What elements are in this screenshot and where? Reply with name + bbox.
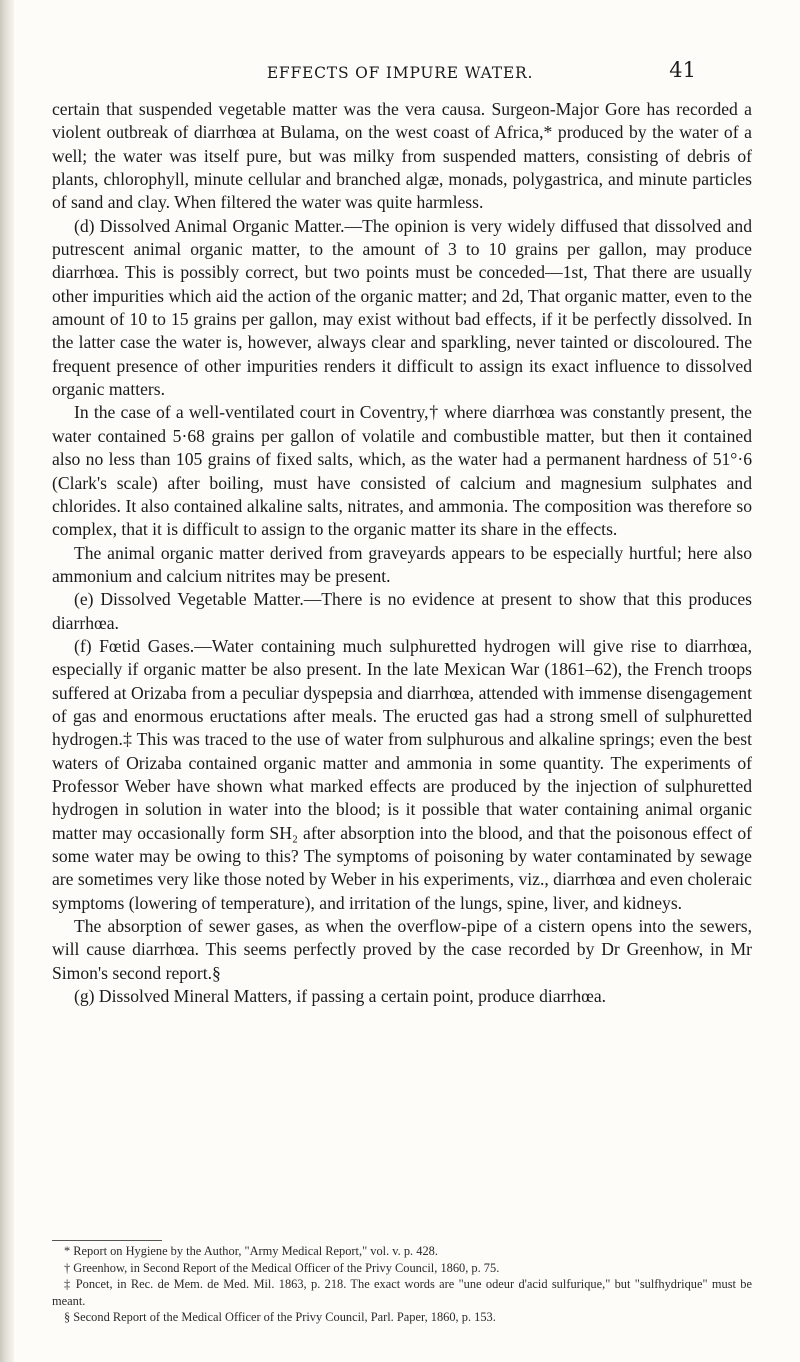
paragraph-coventry-case: In the case of a well-ventilated court in Coventry,† where diarrhœa was constantly present, the water contained 5·68 grains per gallon of volatile and combustible matter, but then it contained also no less than 105 grains of fixed salts, which, as the water had a permanent hardness of 51°·6 (Clark's scale) after boiling, must have consisted of calcium and magnesium sulphates and chlorides. It also contained alkaline salts, nitrates, and ammonia. The composition was therefore so complex, that it is difficult to assign to the organic matter its share in the effects.	[52, 402, 752, 540]
page-header	[0, 58, 800, 86]
paragraph-dissolved-animal-organic-matter: (d) Dissolved Animal Organic Matter.—The opinion is very widely diffused that dissolved and putrescent animal organic matter, to the amount of 3 to 10 grains per gallon, may produce diarrhœa. This is possibly correct, but two points must be conceded—1st, That there are usually other impurities which aid the action of the organic matter; and 2d, That organic matter, even to the amount of 10 to 15 grains per gallon, may exist without bad effects, if it be perfectly dissolved. In the latter case the water is, however, always clear and sparkling, never tainted or discoloured. The frequent presence of other impurities renders it difficult to assign its exact influence to dissolved organic matters.	[52, 215, 752, 400]
footnote-double-dagger: ‡ Poncet, in Rec. de Mem. de Med. Mil. 1863, p. 218. The exact words are "une odeur d'acid sulfurique," but "sulfhydrique" must be meant.	[52, 1277, 752, 1308]
running-head: EFFECTS OF IMPURE WATER.	[266, 64, 534, 82]
footnotes	[52, 1243, 752, 1326]
paragraph-vegetable-matter: certain that suspended vegetable matter was the vera causa. Surgeon-Major Gore has recorded a violent outbreak of diarrhœa at Bulama, on the west coast of Africa,* produced by the water of a well; the water was itself pure, but was milky from suspended matters, consisting of debris of plants, chlorophyll, minute cellular and branched algæ, monads, polygastrica, and minute particles of sand and clay. When filtered the water was quite harmless.	[52, 99, 752, 213]
paragraph-dissolved-mineral-matters: (g) Dissolved Mineral Matters, if passing a certain point, produce diarrhœa.	[74, 986, 607, 1007]
footnote-dagger: † Greenhow, in Second Report of the Medical Officer of the Privy Council, 1860, p. 75.	[64, 1260, 500, 1275]
binding-edge	[0, 0, 14, 1362]
footnote-section: § Second Report of the Medical Officer of the Privy Council, Parl. Paper, 1860, p. 153.	[64, 1310, 496, 1325]
body-text	[52, 98, 752, 1008]
paragraph-foetid-gases: (f) Fœtid Gases.—Water containing much sulphuretted hydrogen will give rise to diarrhœa, especially if organic matter be also present. In the late Mexican War (1861–62), the French troops suffered at Orizaba from a peculiar dyspepsia and diarrhœa, attended with immense disengagement of gas and enormous eructations after meals. The eructed gas had a strong smell of sulphuretted hydrogen.‡ This was traced to the use of water from sulphurous and alkaline springs; even the best waters of Orizaba contained organic matter and ammonia in some quantity. The experiments of Professor Weber have shown what marked effects are produced by the injection of sulphuretted hydrogen in solution in water into the blood; is it possible that water containing animal organic matter may occasionally form SH₂ after absorption into the blood, and that the poisonous effect of some water may be owing to this? The symptoms of poisoning by water contaminated by sewage are sometimes very like those noted by Weber in his experiments, viz., diarrhœa and even choleraic symptoms (lowering of temperature), and irritation of the lungs, spine, liver, and kidneys.	[52, 635, 752, 913]
paragraph-dissolved-vegetable-matter: (e) Dissolved Vegetable Matter.—There is no evidence at present to show that this produces diarrhœa.	[52, 589, 752, 633]
paragraph-graveyards: The animal organic matter derived from graveyards appears to be especially hurtful; here also ammonium and calcium nitrites may be present.	[52, 542, 752, 586]
paragraph-sewer-gases: The absorption of sewer gases, as when the overflow-pipe of a cistern opens into the sewers, will cause diarrhœa. This seems perfectly proved by the case recorded by Dr Greenhow, in Mr Simon's second report.§	[52, 916, 752, 983]
footnote-asterisk: * Report on Hygiene by the Author, "Army Medical Report," vol. v. p. 428.	[64, 1244, 438, 1258]
footnote-rule	[52, 1240, 162, 1241]
page-number: 41	[669, 58, 696, 82]
